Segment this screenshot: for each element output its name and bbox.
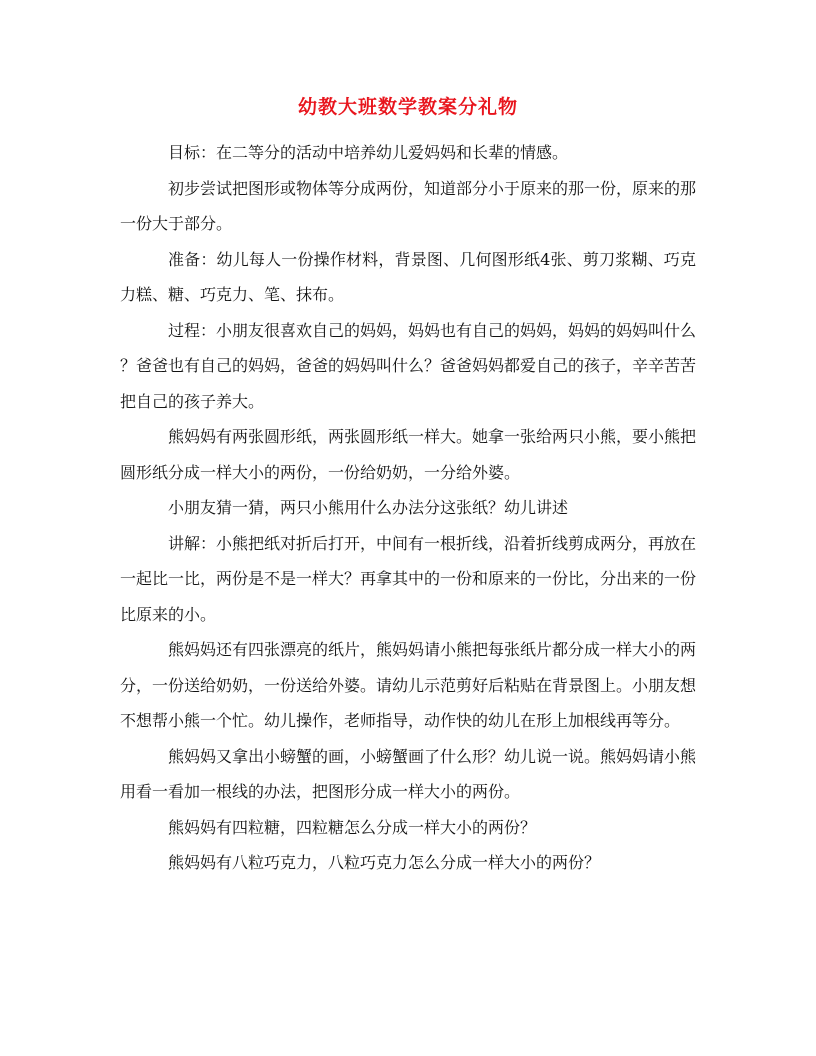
- document-body: [120, 135, 696, 881]
- paragraph-goal-detail: 初步尝试把图形或物体等分成两份，知道部分小于原来的那一份，原来的那一份大于部分。: [120, 178, 697, 233]
- paragraph-preparation: 准备：幼儿每人一份操作材料，背景图、几何图形纸4张、剪刀浆糊、巧克力糕、糖、巧克力、笔、抹布。: [120, 249, 696, 304]
- paragraph-process: 过程：小朋友很喜欢自己的妈妈，妈妈也有自己的妈妈，妈妈的妈妈叫什么？爸爸也有自己的妈妈，爸爸的妈妈叫什么？爸爸妈妈都爱自己的孩子，辛辛苦苦把自己的孩子养大。: [120, 320, 697, 411]
- paragraph-story-intro: 熊妈妈有两张圆形纸，两张圆形纸一样大。她拿一张给两只小熊，要小熊把圆形纸分成一样大小的两份，一份给奶奶，一分给外婆。: [120, 427, 697, 482]
- paragraph-chocolate: 熊妈妈有八粒巧克力，八粒巧克力怎么分成一样大小的两份？: [168, 853, 601, 872]
- document-title: 幼教大班数学教案分礼物: [297, 96, 518, 118]
- paragraph-goal: 目标：在二等分的活动中培养幼儿爱妈妈和长辈的情感。: [168, 143, 569, 162]
- paragraph-guess: 小朋友猜一猜，两只小熊用什么办法分这张纸？幼儿讲述: [168, 498, 569, 517]
- paragraph-explanation: 讲解：小熊把纸对折后打开，中间有一根折线，沿着折线剪成两分，再放在一起比一比，两份是不是一样大？再拿其中的一份和原来的一份比，分出来的一份比原来的小。: [120, 533, 697, 624]
- paragraph-activity: 熊妈妈还有四张漂亮的纸片，熊妈妈请小熊把每张纸片都分成一样大小的两分，一份送给奶奶，一份送给外婆。请幼儿示范剪好后粘贴在背景图上。小朋友想不想帮小熊一个忙。幼儿操作，老师指导，动作快的幼儿在形上加根线再等分。: [120, 640, 697, 730]
- paragraph-candy: 熊妈妈有四粒糖，四粒糖怎么分成一样大小的两份？: [168, 817, 537, 837]
- paragraph-crab: 熊妈妈又拿出小螃蟹的画，小螃蟹画了什么形？幼儿说一说。熊妈妈请小熊用看一看加一根线的办法，把图形分成一样大小的两份。: [120, 746, 697, 801]
